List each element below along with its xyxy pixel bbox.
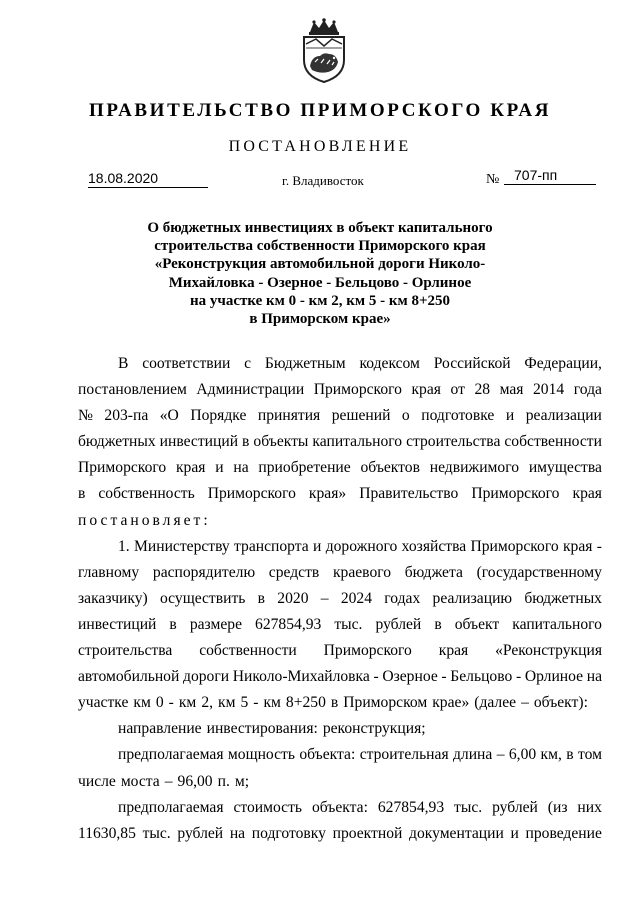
- body-line: в собственность Приморского края» Правительство Приморского края: [78, 485, 602, 503]
- document-body: [78, 351, 602, 847]
- body-line: строительства собственности Приморского края «Реконструкция: [78, 642, 602, 660]
- body-line: бюджетных инвестиций в объекты капитального строительства собственности: [78, 433, 602, 451]
- body-line: числе моста – 96,00 п. м;: [78, 772, 250, 790]
- document-subject: [0, 219, 640, 328]
- body-line: В соответствии с Бюджетным кодексом Российской Федерации,: [118, 355, 602, 372]
- body-line: постановлением Администрации Приморского края от 28 мая 2014 года: [78, 381, 602, 399]
- body-line: автомобильной дороги Николо-Михайловка - Озерное - Бельцово - Орлиное на: [78, 668, 602, 686]
- subject-line: «Реконструкция автомобильной дороги Николо-: [154, 256, 486, 273]
- number-sign: №: [486, 172, 500, 187]
- body-line: предполагаемая стоимость объекта: 627854,93 тыс. рублей (из них: [118, 798, 602, 816]
- subject-line: на участке км 0 - км 2, км 5 - км 8+250: [189, 292, 451, 309]
- body-line: предполагаемая мощность объекта: строительная длина – 6,00 км, в том: [118, 746, 602, 764]
- body-line: 1. Министерству транспорта и дорожного хозяйства Приморского края -: [118, 537, 602, 555]
- body-line: направление инвестирования: реконструкция;: [118, 720, 426, 738]
- body-line: главному распорядителю средств краевого бюджета (государственному: [78, 563, 602, 581]
- government-title: ПРАВИТЕЛЬСТВО ПРИМОРСКОГО КРАЯ: [88, 100, 552, 121]
- coat-of-arms-icon: [298, 18, 350, 84]
- document-type: ПОСТАНОВЛЕНИЕ: [228, 138, 412, 155]
- body-line: постановляет:: [78, 511, 211, 529]
- body-line: Приморского края и на приобретение объектов недвижимого имущества: [78, 459, 602, 477]
- body-line: участке км 0 - км 2, км 5 - км 8+250 в Приморском крае» (далее – объект):: [78, 694, 588, 712]
- body-line: № 203-па «О Порядке принятия решений о подготовке и реализации: [78, 407, 602, 425]
- body-line: инвестиций в размере 627854,93 тыс. рублей в объект капитального: [78, 615, 602, 633]
- subject-line: Михайловка - Озерное - Бельцово - Орлиное: [168, 274, 472, 291]
- subject-line: О бюджетных инвестициях в объект капитального: [147, 220, 493, 236]
- document-city: г. Владивосток: [282, 173, 364, 188]
- body-line: заказчику) осуществить в 2020 – 2024 годах реализацию бюджетных: [78, 589, 602, 607]
- document-date: 18.08.2020: [88, 170, 208, 188]
- subject-line: в Приморском крае»: [249, 311, 391, 328]
- document-number: 707-пп: [504, 167, 596, 185]
- body-line: 11630,85 тыс. рублей на подготовку проектной документации и проведение: [78, 824, 602, 842]
- subject-line: строительства собственности Приморского края: [154, 238, 486, 255]
